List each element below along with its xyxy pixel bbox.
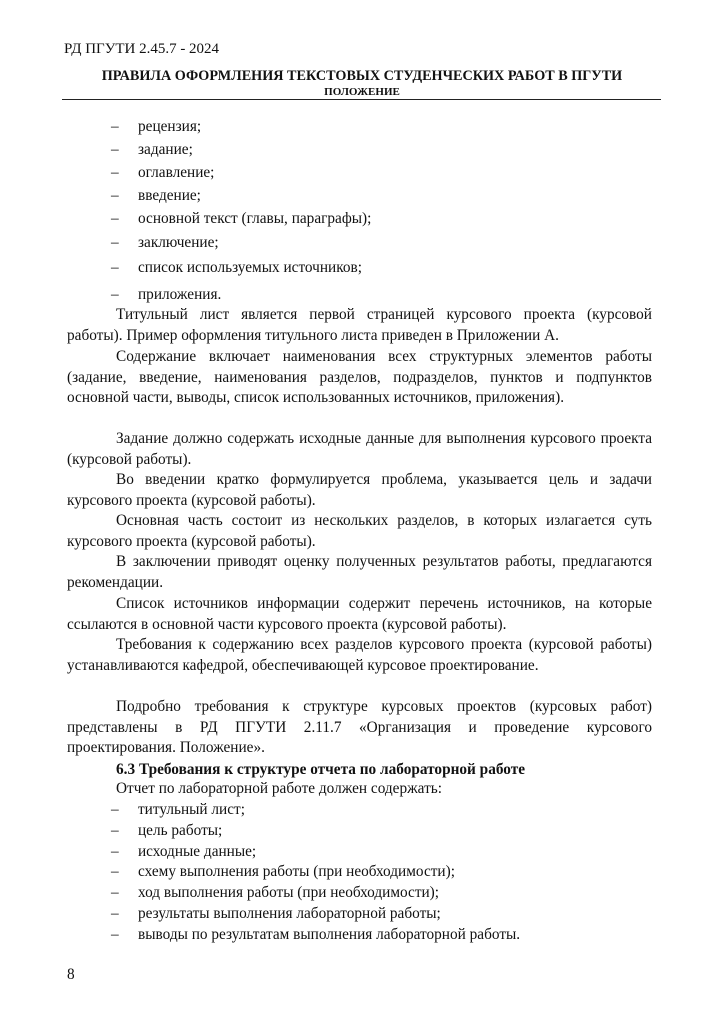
- list-item: [67, 117, 652, 137]
- list-item-text: список используемых источников;: [138, 259, 363, 276]
- list-dash: –: [111, 822, 119, 839]
- paragraph-introduction: Во введении кратко формулируется проблема, указывается цель и задачи курсового проекта (курсовой работы).: [67, 471, 652, 509]
- list-item-text: заключение;: [138, 234, 219, 251]
- document-subtitle: ПОЛОЖЕНИЕ: [324, 86, 400, 98]
- document-title: ПРАВИЛА ОФОРМЛЕНИЯ ТЕКСТОВЫХ СТУДЕНЧЕСКИХ РАБОТ В ПГУТИ: [101, 68, 623, 84]
- list-item: [67, 883, 652, 903]
- list-item-text: исходные данные;: [138, 843, 257, 860]
- page-number: 8: [67, 966, 75, 983]
- list-item: [67, 233, 652, 253]
- list-item: [67, 925, 652, 945]
- paragraph-conclusion: В заключении приводят оценку полученных результатов работы, предлагаются рекомендации.: [67, 553, 652, 591]
- list-dash: –: [111, 259, 119, 276]
- list-item-text: цель работы;: [138, 822, 223, 839]
- list-dash: –: [111, 884, 119, 901]
- paragraph-assignment: Задание должно содержать исходные данные для выполнения курсового проекта (курсовой работы).: [67, 430, 652, 468]
- list-dash: –: [111, 234, 119, 251]
- section-heading: 6.3 Требования к структуре отчета по лабораторной работе: [116, 761, 526, 778]
- section-intro: Отчет по лабораторной работе должен содержать:: [116, 780, 442, 797]
- list-dash: –: [111, 164, 119, 181]
- list-dash: –: [111, 926, 119, 943]
- list-item-text: рецензия;: [138, 118, 202, 135]
- list-item: [67, 862, 652, 882]
- list-item: [67, 800, 652, 820]
- list-item: [67, 163, 652, 183]
- list-item: [67, 821, 652, 841]
- header-divider: [62, 99, 661, 100]
- paragraph-main-part: Основная часть состоит из нескольких разделов, в которых излагается суть курсового проекта (курсовой работы).: [67, 512, 652, 550]
- list-item: [67, 186, 652, 206]
- list-dash: –: [111, 843, 119, 860]
- list-item: [67, 842, 652, 862]
- list-dash: –: [111, 905, 119, 922]
- list-item-text: результаты выполнения лабораторной работы;: [138, 905, 441, 922]
- list-item-text: титульный лист;: [138, 801, 245, 818]
- document-code: РД ПГУТИ 2.45.7 - 2024: [64, 41, 220, 57]
- list-dash: –: [111, 210, 119, 227]
- paragraph-sources: Список источников информации содержит перечень источников, на которые ссылаются в основной части курсового проекта (курсовой работы).: [67, 595, 652, 633]
- list-dash: –: [111, 187, 119, 204]
- list-item: [67, 258, 652, 278]
- paragraph-title-page: Титульный лист является первой страницей курсового проекта (курсовой работы). Пример оформления титульного листа приведен в Приложении А.: [67, 306, 652, 344]
- paragraph-contents: Содержание включает наименования всех структурных элементов работы (задание, введение, наименования разделов, подразделов, пунктов и подпунктов основной части, выводы, список использованных источников, приложения).: [67, 348, 652, 407]
- list-item: [67, 285, 652, 305]
- list-item: [67, 140, 652, 160]
- list-dash: –: [111, 801, 119, 818]
- list-item-text: приложения.: [138, 286, 222, 303]
- list-item: [67, 209, 652, 229]
- list-dash: –: [111, 141, 119, 158]
- list-item-text: оглавление;: [138, 164, 215, 181]
- list-item-text: схему выполнения работы (при необходимости);: [138, 863, 455, 880]
- list-item-text: основной текст (главы, параграфы);: [138, 210, 372, 227]
- list-item-text: выводы по результатам выполнения лабораторной работы.: [138, 926, 521, 943]
- list-item-text: задание;: [138, 141, 193, 158]
- list-dash: –: [111, 286, 119, 303]
- paragraph-details: Подробно требования к структуре курсовых проектов (курсовых работ) представлены в РД ПГУТИ 2.11.7 «Организация и проведение курсового проектирования. Положение».: [67, 698, 652, 757]
- list-item-text: ход выполнения работы (при необходимости);: [138, 884, 440, 901]
- list-item-text: введение;: [138, 187, 201, 204]
- list-dash: –: [111, 118, 119, 135]
- paragraph-requirements: Требования к содержанию всех разделов курсового проекта (курсовой работы) устанавливаются кафедрой, обеспечивающей курсовое проектирование.: [67, 636, 652, 674]
- list-dash: –: [111, 863, 119, 880]
- list-item: [67, 904, 652, 924]
